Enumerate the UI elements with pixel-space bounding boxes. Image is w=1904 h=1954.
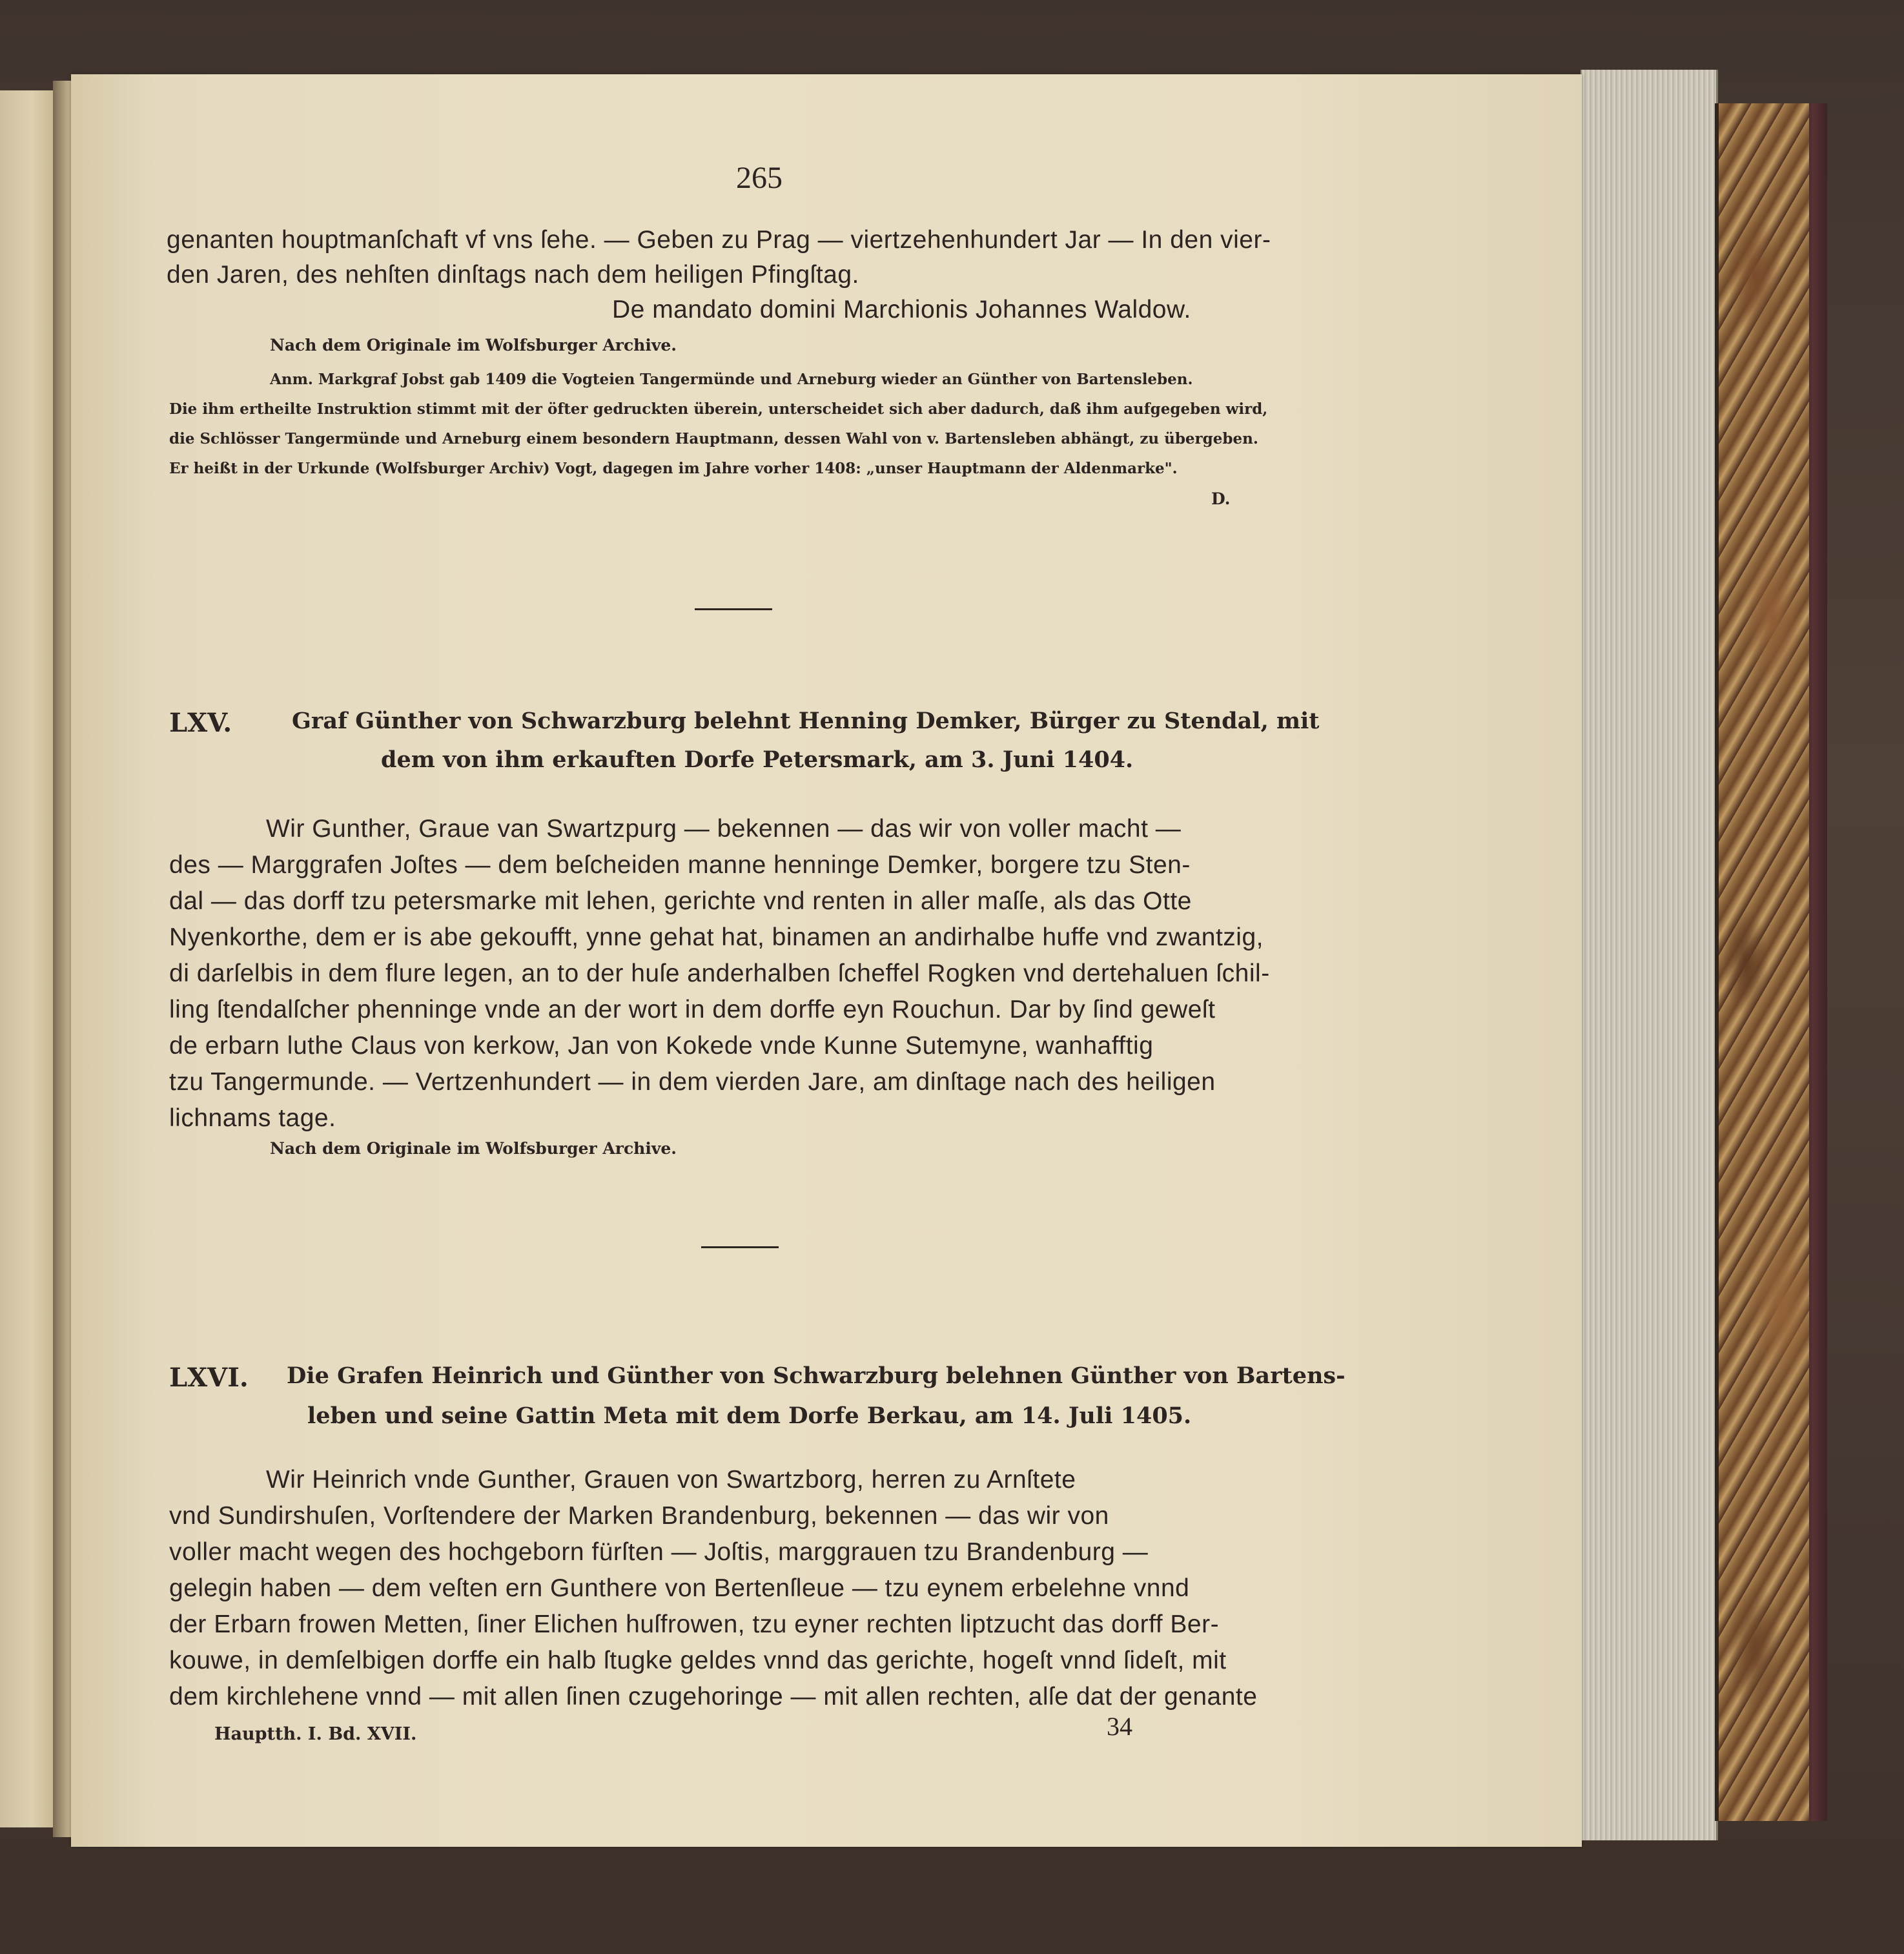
- doc-65-line-1: Wir Gunther, Graue van Swartzpurg — bekennen — das wir von voller macht —: [266, 815, 1182, 843]
- page-stack-edge: [1581, 70, 1718, 1840]
- marbled-cover: [1715, 103, 1816, 1821]
- doc-65-source: Nach dem Originale im Wolfsburger Archive.: [270, 1139, 677, 1158]
- continuation-line-1: genanten houptmanſchaft vf vns ſehe. — Geben zu Prag — viertzehenhundert Jar — In den vier-: [167, 226, 1271, 254]
- section-divider-1: [695, 608, 772, 610]
- footer-signature-mark: Hauptth. I. Bd. XVII.: [214, 1724, 417, 1744]
- doc-65-line-3: dal — das dorff tzu petersmarke mit lehen, gerichte vnd renten in aller maſſe, als das Otte: [169, 887, 1192, 915]
- doc-65-line-9: lichnams tage.: [169, 1104, 336, 1132]
- section-divider-2: [701, 1246, 779, 1248]
- source-note: Nach dem Originale im Wolfsburger Archive.: [270, 336, 677, 355]
- continuation-line-3: De mandato domini Marchionis Johannes Waldow.: [612, 296, 1191, 324]
- cover-binding-edge: [1812, 103, 1827, 1821]
- annotation-line-2: Die ihm ertheilte Instruktion stimmt mit der öfter gedruckten überein, unterscheidet sich aber dadurch, daß ihm aufgegeben wird,: [169, 400, 1268, 418]
- doc-66-line-7: dem kirchlehene vnnd — mit allen ſinen czugehoringe — mit allen rechten, alſe dat der genante: [169, 1683, 1258, 1711]
- doc-65-title-line-1: Graf Günther von Schwarzburg belehnt Henning Demker, Bürger zu Stendal, mit: [292, 708, 1320, 734]
- annotation-line-3: die Schlösser Tangermünde und Arneburg einem besondern Hauptmann, dessen Wahl von v. Bartensleben abhängt, zu übergeben.: [169, 430, 1258, 447]
- doc-66-line-3: voller macht wegen des hochgeborn fürſten — Joſtis, marggrauen tzu Brandenburg —: [169, 1538, 1149, 1566]
- doc-65-line-5: di darſelbis in dem flure legen, an to der huſe anderhalben ſcheffel Rogken vnd dertehaluen ſchil-: [169, 960, 1270, 987]
- doc-66-title-line-2: leben und seine Gattin Meta mit dem Dorfe Berkau, am 14. Juli 1405.: [307, 1403, 1192, 1429]
- doc-65-title-line-2: dem von ihm erkauften Dorfe Petersmark, am 3. Juni 1404.: [381, 746, 1134, 773]
- doc-66-line-4: gelegin haben — dem veſten ern Gunthere von Bertenſleue — tzu eynem erbelehne vnnd: [169, 1574, 1190, 1602]
- footer-sheet-number: 34: [1107, 1712, 1132, 1741]
- annotation-signature: D.: [1211, 489, 1231, 508]
- previous-page-edge: [0, 90, 54, 1827]
- doc-66-numeral: LXVI.: [169, 1363, 249, 1393]
- doc-65-line-8: tzu Tangermunde. — Vertzenhundert — in dem vierden Jare, am dinſtage nach des heiligen: [169, 1068, 1216, 1096]
- doc-65-line-7: de erbarn luthe Claus von kerkow, Jan von Kokede vnde Kunne Sutemyne, wanhafftig: [169, 1032, 1154, 1060]
- doc-65-line-2: des — Marggrafen Joſtes — dem beſcheiden manne henninge Demker, borgere tzu Sten-: [169, 851, 1191, 879]
- continuation-line-2: den Jaren, des nehſten dinſtags nach dem heiligen Pfingſtag.: [167, 261, 859, 289]
- doc-65-numeral: LXV.: [169, 708, 232, 738]
- doc-66-line-1: Wir Heinrich vnde Gunther, Grauen von Swartzborg, herren zu Arnſtete: [266, 1466, 1076, 1494]
- annotation-line-4: Er heißt in der Urkunde (Wolfsburger Archiv) Vogt, dagegen im Jahre vorher 1408: „unser Hauptmann der Aldenmarke".: [169, 460, 1178, 477]
- doc-66-line-5: der Erbarn frowen Metten, ſiner Elichen huſfrowen, tzu eyner rechten liptzucht das dorff Ber-: [169, 1610, 1220, 1638]
- annotation-line-1: Anm. Markgraf Jobst gab 1409 die Vogteien Tangermünde und Arneburg wieder an Günther von Bartensleben.: [270, 371, 1193, 388]
- page-number: 265: [736, 161, 783, 195]
- doc-65-line-4: Nyenkorthe, dem er is abe gekoufft, ynne gehat hat, binamen an andirhalbe huffe vnd zwantzig,: [169, 923, 1264, 951]
- doc-66-line-2: vnd Sundirshuſen, Vorſtendere der Marken Brandenburg, bekennen — das wir von: [169, 1502, 1109, 1530]
- doc-66-line-6: kouwe, in demſelbigen dorffe ein halb ſtugke geldes vnnd das gerichte, hogeſt vnnd ſideſt, mit: [169, 1647, 1227, 1674]
- doc-65-line-6: ling ſtendalſcher phenninge vnde an der wort in dem dorffe eyn Rouchun. Dar by ſind geweſt: [169, 996, 1216, 1023]
- doc-66-title-line-1: Die Grafen Heinrich und Günther von Schwarzburg belehnen Günther von Bartens-: [287, 1363, 1346, 1389]
